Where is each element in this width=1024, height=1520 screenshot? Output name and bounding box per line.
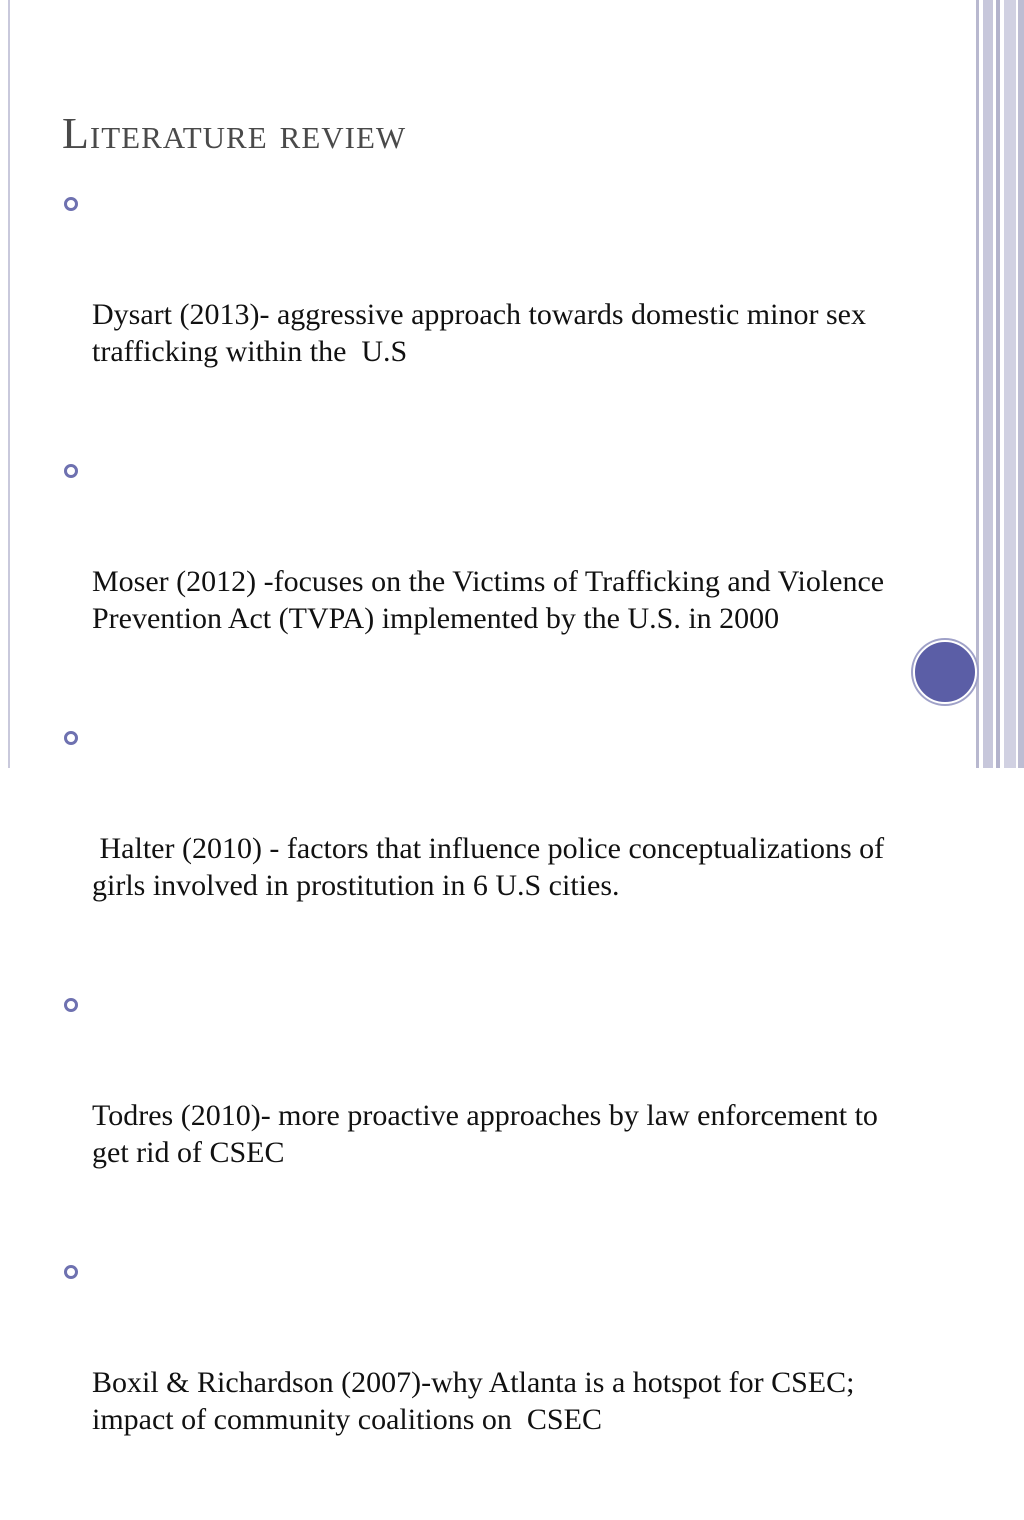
- hollow-circle-bullet-icon: [64, 464, 78, 478]
- bullet-item: [62, 1253, 892, 1512]
- right-decor-stripe: [1004, 0, 1016, 768]
- right-decor-stripe: [976, 0, 979, 768]
- hollow-circle-bullet-icon: [64, 998, 78, 1012]
- bullet-text: Todres (2010)- more proactive approaches by law enforcement to get rid of CSEC: [92, 1099, 886, 1169]
- slide-title: Literature review: [62, 109, 407, 158]
- bullet-item: [62, 719, 892, 978]
- bullet-text: Boxil & Richardson (2007)-why Atlanta is a hotspot for CSEC; impact of community coalitions on CSEC: [92, 1366, 862, 1436]
- bullet-text: Moser (2012) -focuses on the Victims of Trafficking and Violence Prevention Act (TVPA) implemented by the U.S. in 2000: [92, 565, 892, 635]
- bullet-text: Halter (2010) - factors that influence police conceptualizations of girls involved in prostitution in 6 U.S cities.: [92, 832, 892, 902]
- hollow-circle-bullet-icon: [64, 197, 78, 211]
- hollow-circle-bullet-icon: [64, 731, 78, 745]
- filled-circle-icon: [913, 640, 977, 704]
- bullet-item: [62, 986, 892, 1245]
- left-border-rule: [8, 0, 10, 768]
- bullet-text: Dysart (2013)- aggressive approach towards domestic minor sex trafficking within the U.S: [92, 298, 874, 368]
- bullet-list: [62, 185, 892, 1520]
- bullet-item: [62, 452, 892, 711]
- right-decor-stripe: [996, 0, 1000, 768]
- bullet-item: [62, 185, 892, 444]
- hollow-circle-bullet-icon: [64, 1265, 78, 1279]
- right-decor-stripe: [983, 0, 993, 768]
- right-decor-stripe: [1018, 0, 1024, 768]
